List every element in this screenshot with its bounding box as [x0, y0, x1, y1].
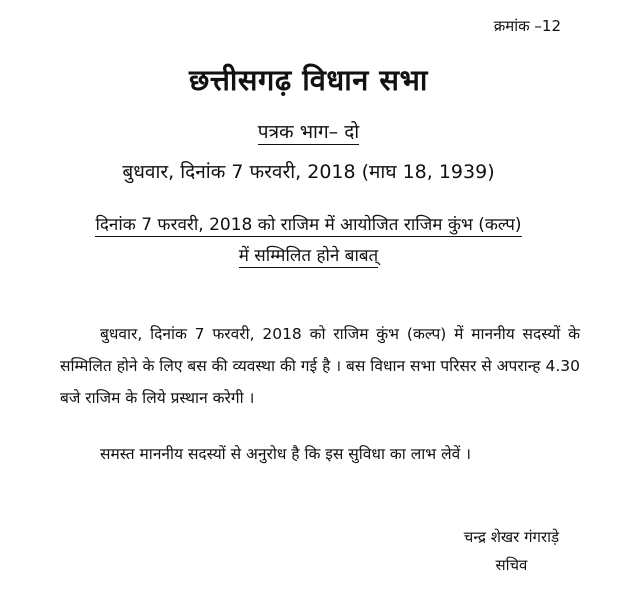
signatory-designation: सचिव [495, 556, 528, 574]
subject-text-1: दिनांक 7 फरवरी, 2018 को राजिम में आयोजित राजिम कुंभ (कल्प) [95, 215, 522, 235]
subject-line-1 [0, 212, 617, 235]
signatory-name: चन्द्र शेखर गंगराड़े [463, 528, 559, 546]
serial-number: क्रमांक –12 [493, 17, 561, 35]
signature-block [464, 523, 559, 579]
document-title: छत्तीसगढ़ विधान सभा [189, 63, 428, 97]
subject-line-2 [0, 243, 617, 266]
section-heading [0, 118, 617, 144]
date-line: बुधवार, दिनांक 7 फरवरी, 2018 (माघ 18, 1939) [122, 161, 495, 183]
body-paragraph-2: समस्त माननीय सदस्यों से अनुरोध है कि इस सुविधा का लाभ लेवें । [100, 445, 472, 463]
subject-text-2: में सम्मिलित होने बाबत् [238, 246, 379, 266]
body-paragraph-1: बुधवार, दिनांक 7 फरवरी, 2018 को राजिम कुंभ (कल्प) में माननीय सदस्यों के सम्मिलित होने के लिए बस की व्यवस्था की गई है । बस विधान सभा परिसर से अपरान्ह 4.30 बजे राजिम के लिये प्रस्थान करेगी । [60, 325, 580, 407]
section-label: पत्रक भाग– दो [257, 121, 360, 143]
